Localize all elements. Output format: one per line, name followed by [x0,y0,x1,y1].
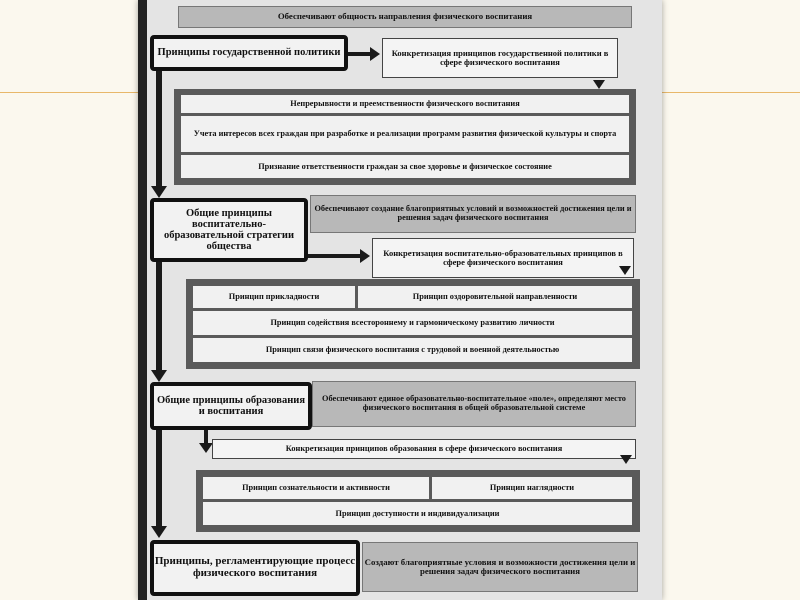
provides-favorable-conditions-text: Обеспечивают создание благоприятных условий и возможностей достижения цели и решения задач физического воспитания [314,204,632,222]
concretization-1-down-arrow [593,80,605,89]
main-trunk-line-2 [156,262,162,372]
heading-state-policy-text: Принципы государственной политики [157,47,341,59]
concretization-education [212,439,636,459]
heading-regulating-principles-text: Принципы, регламентирующие процесс физического воспитания [154,555,356,579]
heading-state-policy [150,35,348,71]
row-consciousness [203,477,429,499]
connector-2-arrowhead [360,249,370,263]
concretization-state-policy [382,38,618,78]
row-consciousness-text: Принцип сознательности и активности [242,483,390,493]
concretization-educational [372,238,634,278]
concretization-education-text: Конкретизация принципов образования в сфере физического воспитания [285,443,563,453]
top-banner-text: Обеспечивают общность направления физического воспитания [277,11,533,22]
connector-2 [308,254,362,258]
heading-education-upbringing-text: Общие принципы образования и воспитания [156,394,305,417]
connector-3-arrowhead [199,443,213,453]
concretization-2-down-arrow [619,266,631,275]
row-harmonious-development [193,311,632,335]
concretization-state-policy-text: Конкретизация принципов государственной политики в сфере физического воспитания [391,48,609,67]
row-interests [181,116,629,152]
heading-education-upbringing [150,382,312,430]
provides-unified-field [312,381,636,427]
scan-edge-shadow [138,0,147,600]
main-trunk-line-3 [156,428,162,528]
main-trunk-line [156,70,162,190]
trunk-arrowhead-3 [151,526,167,538]
connector-1 [348,52,372,56]
concretization-3-down-arrow [620,455,632,464]
heading-regulating-principles [150,540,360,596]
row-accessibility [203,502,632,525]
row-responsibility-text: Признание ответственности граждан за свое здоровье и физическое состояние [258,161,552,171]
row-accessibility-text: Принцип доступности и индивидуализации [335,508,500,518]
row-health-principle [358,286,632,308]
trunk-arrowhead-1 [151,186,167,198]
row-labor-military [193,338,632,362]
row-interests-text: Учета интересов всех граждан при разработке и реализации программ развития физической культуры и спорта [193,129,617,139]
heading-educational-strategy-text: Общие принципы воспитательно-образовательной стратегии общества [163,207,295,253]
row-responsibility [181,155,629,178]
trunk-arrowhead-2 [151,370,167,382]
row-health-principle-text: Принцип оздоровительной направленности [412,292,578,302]
row-visibility [432,477,632,499]
row-applied-principle [193,286,355,308]
row-visibility-text: Принцип наглядности [489,483,575,493]
provides-favorable-conditions [310,195,636,233]
connector-1-arrowhead [370,47,380,61]
heading-educational-strategy [150,198,308,262]
row-labor-military-text: Принцип связи физического воспитания с трудовой и военной деятельностью [265,345,560,355]
row-applied-principle-text: Принцип прикладности [228,292,320,302]
connector-3 [204,430,208,444]
top-banner [178,6,632,28]
row-continuity [181,95,629,113]
concretization-educational-text: Конкретизация воспитательно-образовательных принципов в сфере физического воспитания [383,248,623,267]
provides-unified-field-text: Обеспечивают единое образовательно-воспитательное «поле», определяют место физического воспитания в общей образовательной системе [322,394,626,412]
creates-favorable-conditions [362,542,638,592]
row-continuity-text: Непрерывности и преемственности физического воспитания [290,99,520,109]
row-harmonious-development-text: Принцип содействия всестороннему и гармоническому развитию личности [270,318,555,328]
creates-favorable-conditions-text: Создают благоприятные условия и возможности достижения цели и решения задач физического воспитания [364,556,636,576]
